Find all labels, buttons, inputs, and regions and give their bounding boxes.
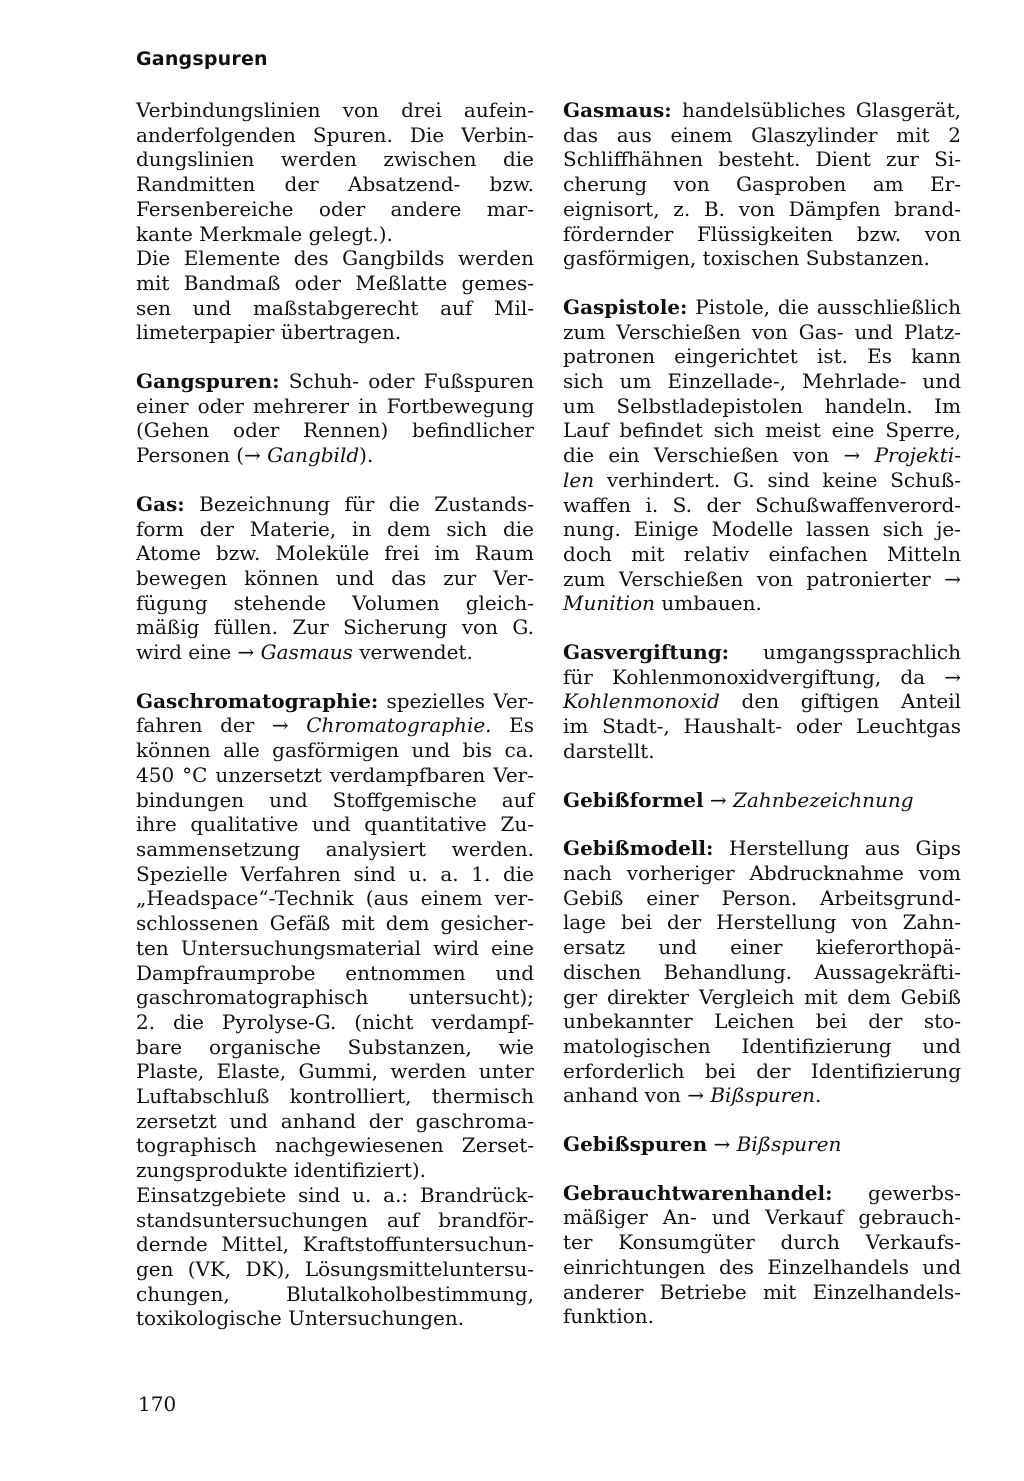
text-line: ter Konsumgüter durch Verkaufs- [563, 1230, 961, 1255]
text-run: Es [491, 713, 534, 738]
text-run: den giftigen Anteil [719, 689, 961, 714]
cross-reference: Bißspuren. [710, 1083, 822, 1108]
text-line: anderfolgenden Spuren. Die Verbin- [136, 122, 534, 147]
text-line: bindungen und Stoffgemische auf [136, 787, 534, 812]
text-line: lage bei der Herstellung von Zahn- [563, 910, 961, 935]
cross-reference: Gasmaus [260, 640, 353, 665]
text-line: gasförmigen, toxischen Substanzen. [563, 246, 930, 271]
page-number: 170 [138, 1392, 177, 1416]
text-line: (Gehen oder Rennen) befindlicher [136, 418, 534, 443]
text-line: bewegen können und das zur Ver- [136, 565, 534, 590]
entry-gaspistole [563, 295, 961, 616]
text-line: 450 °C unzersetzt verdampfbaren Ver- [136, 762, 534, 787]
arrow-icon: → [843, 443, 875, 468]
text-line: „Headspace“-Technik (aus einem ver- [136, 886, 534, 911]
text-line: Schliffhähnen besteht. Dient zur Si- [563, 147, 961, 172]
text-line: können alle gasförmigen und bis ca. [136, 738, 534, 763]
text-line: fördernder Flüssigkeiten bzw. von [563, 221, 961, 246]
text-run: umbauen. [655, 591, 762, 616]
text-line: gen (VK, DK), Lösungsmitteluntersu- [136, 1256, 534, 1281]
text-run: verwendet. [352, 640, 473, 665]
text-line: limeterpapier übertragen. [136, 320, 402, 345]
entry-headword: Gasmaus: [563, 98, 672, 122]
cross-reference: Chromatographie. [306, 713, 492, 738]
entry-headword: Gas: [136, 491, 185, 516]
cross-reference: Bißspuren [736, 1132, 842, 1157]
entry-gasvergiftung [563, 640, 961, 764]
text-line: form der Materie, in dem sich die [136, 516, 534, 541]
entry-headword: Gangspuren: [136, 369, 280, 394]
arrow-icon: → [237, 640, 261, 665]
text-line: Fersenbereiche oder andere mar- [136, 196, 534, 221]
text-line: Luftabschluß kontrolliert, thermisch [136, 1084, 534, 1109]
text-line: um Selbstladepistolen handeln. Im [563, 393, 961, 418]
cross-reference: Gangbild [267, 443, 360, 468]
text-run: für Kohlenmonoxidvergiftung, da [563, 664, 945, 689]
text-line: Gebiß einer Person. Arbeitsgrund- [563, 885, 961, 910]
text-run: Personen ( [136, 443, 245, 468]
text-line: standsuntersuchungen auf brandför- [136, 1207, 534, 1232]
text-line: einer oder mehrerer in Fortbewegung [136, 393, 534, 418]
text-line: doch mit relativ einfachen Mitteln [563, 541, 961, 566]
text-line: Verbindungslinien von drei aufein- [136, 98, 534, 122]
entry-gangbild-continuation [136, 98, 534, 246]
text-line: anderer Betriebe mit Einzelhandels- [563, 1279, 961, 1304]
text-run: verhindert. G. sind keine Schuß- [594, 467, 961, 492]
text-run: Schuh- oder Fußspuren [279, 369, 534, 394]
text-line: zersetzt und anhand der gaschroma- [136, 1108, 534, 1133]
text-line: sen und maßstabgerecht auf Mil- [136, 295, 534, 320]
text-line: Lauf befindet sich meist eine Sperre, [563, 418, 961, 443]
text-run: die ein Verschießen von [563, 443, 844, 468]
text-line: Plaste, Elaste, Gummi, werden unter [136, 1059, 534, 1084]
cross-reference: len [563, 467, 595, 492]
text-line: sammensetzung analysiert werden. [136, 836, 534, 861]
cross-reference: Munition [563, 591, 655, 616]
text-line: ersatz und einer kieferorthopä- [563, 935, 961, 960]
entry-headword: Gebrauchtwarenhandel: [563, 1180, 833, 1205]
text-line: im Stadt-, Haushalt- oder Leuchtgas [563, 714, 961, 739]
text-line: 2. die Pyrolyse-G. (nicht verdampf- [136, 1009, 534, 1034]
cross-reference: Kohlenmonoxid [563, 689, 720, 714]
entry-gebissformel [563, 788, 961, 813]
text-line: cherung von Gasproben am Er- [563, 172, 961, 197]
text-run: anhand von [563, 1083, 688, 1108]
text-run: gewerbs- [832, 1180, 961, 1205]
text-line: dernde Mittel, Kraftstoffuntersuchun- [136, 1232, 534, 1257]
entry-headword: Gebißmodell: [563, 836, 714, 861]
entry-headword: Gaschromatographie: [136, 688, 379, 713]
text-line: tographisch nachgewiesenen Zerset- [136, 1133, 534, 1158]
arrow-icon: → [707, 1132, 737, 1157]
text-run: wird eine [136, 640, 238, 665]
text-line: einrichtungen des Einzelhandels und [563, 1254, 961, 1279]
text-line: fügung stehende Volumen gleich- [136, 590, 534, 615]
arrow-icon: → [271, 713, 307, 738]
entry-gas [136, 492, 534, 665]
text-line: Randmitten der Absatzend- bzw. [136, 172, 534, 197]
text-line: sich um Einzellade-, Mehrlade- und [563, 369, 961, 394]
entry-gebrauchtwarenhandel [563, 1181, 961, 1329]
text-line: kante Merkmale gelegt.). [136, 221, 393, 246]
arrow-icon: → [244, 443, 268, 468]
text-line: Die Elemente des Gangbilds werden [136, 246, 534, 271]
arrow-icon: → [687, 1083, 711, 1108]
text-line: Einsatzgebiete sind u. a.: Brandrück- [136, 1182, 534, 1207]
text-line: zungsprodukte identifiziert). [136, 1158, 427, 1183]
text-line: matologischen Identifizierung und [563, 1033, 961, 1058]
text-line: gaschromatographisch untersucht); [136, 985, 534, 1010]
arrow-icon: → [703, 787, 734, 812]
entry-gaschromatographie [136, 689, 534, 1331]
arrow-icon: → [944, 664, 961, 689]
text-line: Atome bzw. Moleküle frei im Raum [136, 541, 534, 566]
text-run: umgangssprachlich [729, 640, 961, 665]
entry-headword: Gebißspuren [563, 1132, 708, 1157]
text-run: handelsübliches Glasgerät, [671, 98, 961, 122]
text-line: darstellt. [563, 738, 655, 763]
arrow-icon: → [944, 566, 961, 591]
text-run: fahren der [136, 713, 272, 738]
text-line: zum Verschießen von Gas- und Platz- [563, 319, 961, 344]
text-line: schlossenen Gefäß mit dem gesicher- [136, 911, 534, 936]
text-line: ger direkter Vergleich mit dem Gebiß [563, 984, 961, 1009]
text-line: das aus einem Glaszylinder mit 2 [563, 122, 961, 147]
text-line: dischen Behandlung. Aussagekräfti- [563, 959, 961, 984]
entry-gebissspuren [563, 1132, 961, 1157]
cross-reference: Projekti- [874, 443, 961, 468]
text-line: mäßig füllen. Zur Sicherung von G. [136, 615, 534, 640]
left-column [136, 98, 534, 1331]
text-line: Spezielle Verfahren sind u. a. 1. die [136, 861, 534, 886]
entry-headword: Gaspistole: [563, 294, 688, 319]
right-column [563, 98, 961, 1353]
text-line: nung. Einige Modelle lassen sich je- [563, 517, 961, 542]
text-run: spezielles Ver- [378, 688, 534, 713]
text-line: erforderlich bei der Identifizierung [563, 1058, 961, 1083]
text-line: eignisort, z. B. von Dämpfen brand- [563, 196, 961, 221]
text-line: mit Bandmaß oder Meßlatte gemes- [136, 270, 534, 295]
text-run: Pistole, die ausschließlich [687, 294, 961, 319]
entry-headword: Gasvergiftung: [563, 640, 730, 665]
entry-gangspuren [136, 369, 534, 468]
text-line: bare organische Substanzen, wie [136, 1034, 534, 1059]
text-line: unbekannter Leichen bei der sto- [563, 1009, 961, 1034]
text-line: dungslinien werden zwischen die [136, 147, 534, 172]
text-line: ihre qualitative und quantitative Zu- [136, 812, 534, 837]
entry-headword: Gebißformel [563, 787, 704, 812]
text-line: chungen, Blutalkoholbestimmung, [136, 1281, 534, 1306]
text-run: Bezeichnung für die Zustands- [184, 491, 534, 516]
text-run: ). [359, 443, 374, 468]
text-run: zum Verschießen von patronierter [563, 566, 945, 591]
text-line: toxikologische Untersuchungen. [136, 1306, 465, 1331]
text-line: nach vorheriger Abdrucknahme vom [563, 860, 961, 885]
entry-gebissmodell [563, 836, 961, 1108]
text-line: patronen eingerichtet ist. Es kann [563, 344, 961, 369]
entry-gangbild-paragraph [136, 246, 534, 345]
entry-gasmaus [563, 98, 961, 271]
text-line: ten Untersuchungsmaterial wird eine [136, 935, 534, 960]
text-line: funktion. [563, 1304, 654, 1329]
cross-reference: Zahnbezeichnung [733, 787, 914, 812]
text-line: waffen i. S. der Schußwaffenverord- [563, 492, 961, 517]
text-line: mäßiger An- und Verkauf gebrauch- [563, 1205, 961, 1230]
text-run: Herstellung aus Gips [713, 836, 961, 861]
text-line: Dampfraumprobe entnommen und [136, 960, 534, 985]
running-head: Gangspuren [136, 48, 268, 70]
